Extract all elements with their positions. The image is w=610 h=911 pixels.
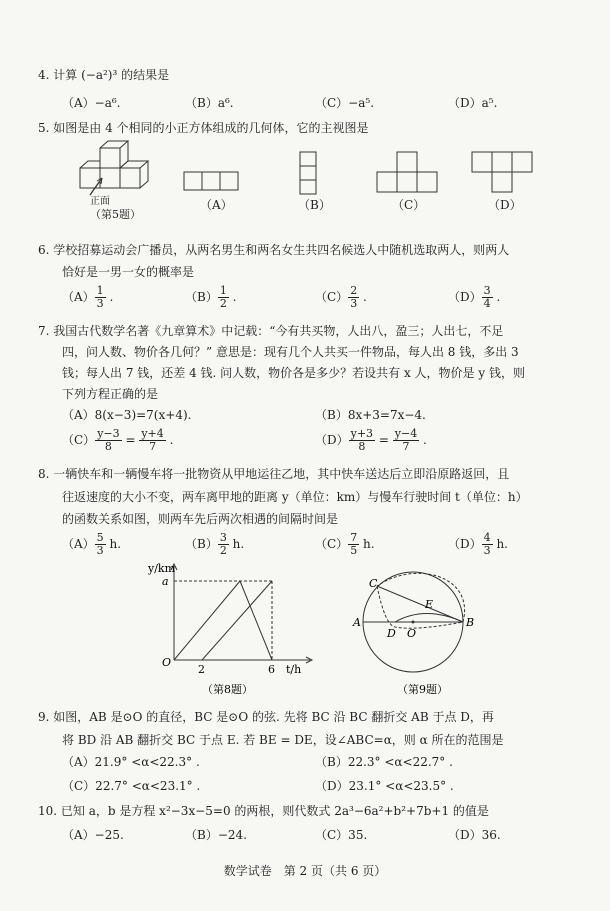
fig8-origin: O: [162, 656, 172, 669]
q5-option-b: （B）: [298, 198, 331, 212]
fig8-ylabel: y/km: [148, 562, 176, 575]
q4-option-d: （D）a⁵.: [448, 96, 498, 110]
q5-figure-c: [375, 150, 441, 195]
q8-option-a: （A） $\frac{5}{3}$ h.: [62, 531, 122, 557]
q8-option-d: （D） $\frac{4}{3}$ h.: [448, 531, 508, 557]
q7-option-b: （B）8x+3=7x−4.: [315, 408, 426, 422]
chord-bc: [377, 586, 463, 622]
q5-solid-figure: [72, 140, 162, 200]
q5-option-d: （D）: [488, 198, 522, 212]
figure-8-graph: [140, 560, 320, 700]
q6-line2: 恰好是一男一女的概率是: [62, 265, 195, 279]
fig9-label-d: D: [387, 627, 396, 640]
q5-option-a: （A）: [200, 198, 233, 212]
q7-option-c: （C） $\frac{y-3}{8}$ = $\frac{y+4}{7}$ .: [62, 427, 174, 453]
q7-line4: 下列方程正确的是: [62, 387, 159, 401]
fig8-caption: （第8题）: [202, 683, 253, 696]
q4-stem: 4. 计算 (−a²)³ 的结果是: [38, 68, 170, 82]
fig9-label-e: E: [425, 598, 434, 611]
q9-option-c: （C）22.7° <α<23.1° .: [62, 779, 201, 793]
q10-option-d: （D）36.: [448, 828, 501, 842]
q6-line1: 6. 学校招募运动会广播员，从两名男生和两名女生共四名候选人中随机选取两人，则两人: [38, 243, 510, 257]
q5-figure-d: [470, 150, 536, 195]
fig9-label-a: A: [353, 616, 361, 629]
figure-9-circle: [345, 565, 495, 700]
q9-line1: 9. 如图，AB 是⊙O 的直径，BC 是⊙O 的弦. 先将 BC 沿 BC 翻折交 AB 于点 D，再: [38, 710, 494, 724]
q8-option-b: （B） $\frac{3}{2}$ h.: [185, 531, 245, 557]
q4-option-c: （C）−a⁵.: [315, 96, 375, 110]
center-point: [412, 621, 415, 624]
q10-stem: 10. 已知 a，b 是方程 x²−3x−5=0 的两根，则代数式 2a³−6a²+b²+7b+1 的值是: [38, 804, 489, 818]
q7-line2: 四，问人数、物价各几何？” 意思是：现有几个人共买一件物品，每人出 8 钱，多出 3: [62, 345, 519, 359]
fig8-a-label: a: [162, 575, 169, 588]
q9-option-a: （A）21.9° <α<22.3° .: [62, 755, 200, 769]
q10-option-b: （B）−24.: [185, 828, 247, 842]
q5-figure-b: [298, 150, 323, 195]
q5-front-label: 正面: [90, 196, 110, 207]
fig9-label-c: C: [369, 577, 378, 590]
q9-line2: 将 BD 沿 AB 翻折交 BC 于点 E. 若 BE = DE，设∠ABC=α，则 α 所在的范围是: [62, 733, 504, 747]
q7-line3: 钱；每人出 7 钱，还差 4 钱. 问人数，物价各是多少？若设共有 x 人，物价是 y 钱，则: [62, 366, 525, 380]
q9-option-b: （B）22.3° <α<22.7° .: [315, 755, 453, 769]
q5-stem: 5. 如图是由 4 个相同的小正方体组成的几何体，它的主视图是: [38, 121, 369, 135]
q4-option-b: （B）a⁶.: [185, 96, 234, 110]
q7-line1: 7. 我国古代数学名著《九章算术》中记载：“今有共买物，人出八，盈三；人出七，不足: [38, 324, 504, 338]
q8-line3: 的函数关系如图，则两车先后两次相遇的间隔时间是: [62, 512, 339, 526]
dashed-arc: [377, 573, 465, 622]
q9-option-d: （D）23.1° <α<23.5° .: [315, 779, 454, 793]
q10-option-a: （A）−25.: [62, 828, 124, 842]
q8-option-c: （C） $\frac{7}{5}$ h.: [315, 531, 375, 557]
folded-arc-bd: [395, 614, 463, 623]
q6-option-b: （B） $\frac{1}{2}$ .: [185, 284, 237, 310]
fig9-caption: （第9题）: [397, 683, 448, 696]
fig8-tick-6: 6: [268, 663, 275, 676]
q5-caption: （第5题）: [90, 208, 141, 221]
q6-option-d: （D） $\frac{3}{4}$ .: [448, 284, 501, 310]
q6-option-c: （C） $\frac{2}{3}$ .: [315, 284, 367, 310]
q10-option-c: （C）35.: [315, 828, 368, 842]
fig9-label-b: B: [466, 616, 475, 629]
fig9-label-o: O: [407, 627, 417, 640]
q8-line2: 往返速度的大小不变，两车离甲地的距离 y（单位：km）与慢车行驶时间 t（单位：h）: [62, 490, 528, 504]
page-footer: 数学试卷 第 2 页（共 6 页）: [223, 864, 387, 878]
q5-option-c: （C）: [392, 198, 426, 212]
q6-option-a: （A） $\frac{1}{3}$ .: [62, 284, 114, 310]
q7-option-d: （D） $\frac{y+3}{8}$ = $\frac{y-4}{7}$ .: [315, 427, 427, 453]
fast-car-out: [174, 581, 240, 660]
fig8-tick-2: 2: [198, 663, 205, 676]
q7-option-a: （A）8(x−3)=7(x+4).: [62, 408, 192, 422]
q5-figure-a: [182, 170, 242, 195]
q8-line1: 8. 一辆快车和一辆慢车将一批物资从甲地运往乙地，其中快车送达后立即沿原路返回，且: [38, 467, 510, 481]
q4-option-a: （A）−a⁶.: [62, 96, 121, 110]
fast-car-back: [240, 581, 272, 660]
fig8-xlabel: t/h: [286, 663, 302, 676]
slow-car: [202, 581, 272, 660]
